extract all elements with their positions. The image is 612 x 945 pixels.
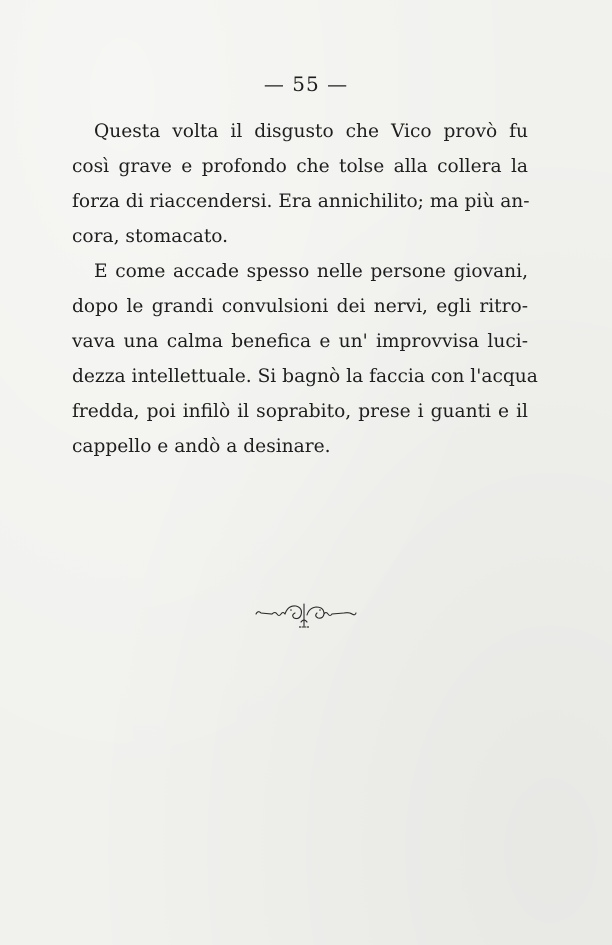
text-line: cappello e andò a desinare. bbox=[72, 436, 331, 457]
text-line: cora, stomacato. bbox=[72, 226, 229, 247]
text-line: Questa volta il disgusto che Vico provò fu bbox=[94, 121, 528, 142]
tailpiece-flourish-icon bbox=[254, 596, 358, 630]
text-line: dopo le grandi convulsioni dei nervi, egli ritro- bbox=[72, 296, 528, 317]
text-line: forza di riaccendersi. Era annichilito; ma più an- bbox=[72, 191, 530, 212]
text-line: fredda, poi infilò il soprabito, prese i guanti e il bbox=[72, 401, 528, 422]
text-line: vava una calma benefica e un' improvvisa luci- bbox=[72, 331, 528, 352]
text-line: dezza intellettuale. Si bagnò la faccia con l'acqua bbox=[72, 366, 538, 387]
body-text bbox=[72, 114, 538, 464]
text-line: E come accade spesso nelle persone giovani, bbox=[94, 261, 528, 282]
text-line: così grave e profondo che tolse alla collera la bbox=[72, 156, 528, 177]
page-number: — 55 — bbox=[263, 72, 349, 96]
